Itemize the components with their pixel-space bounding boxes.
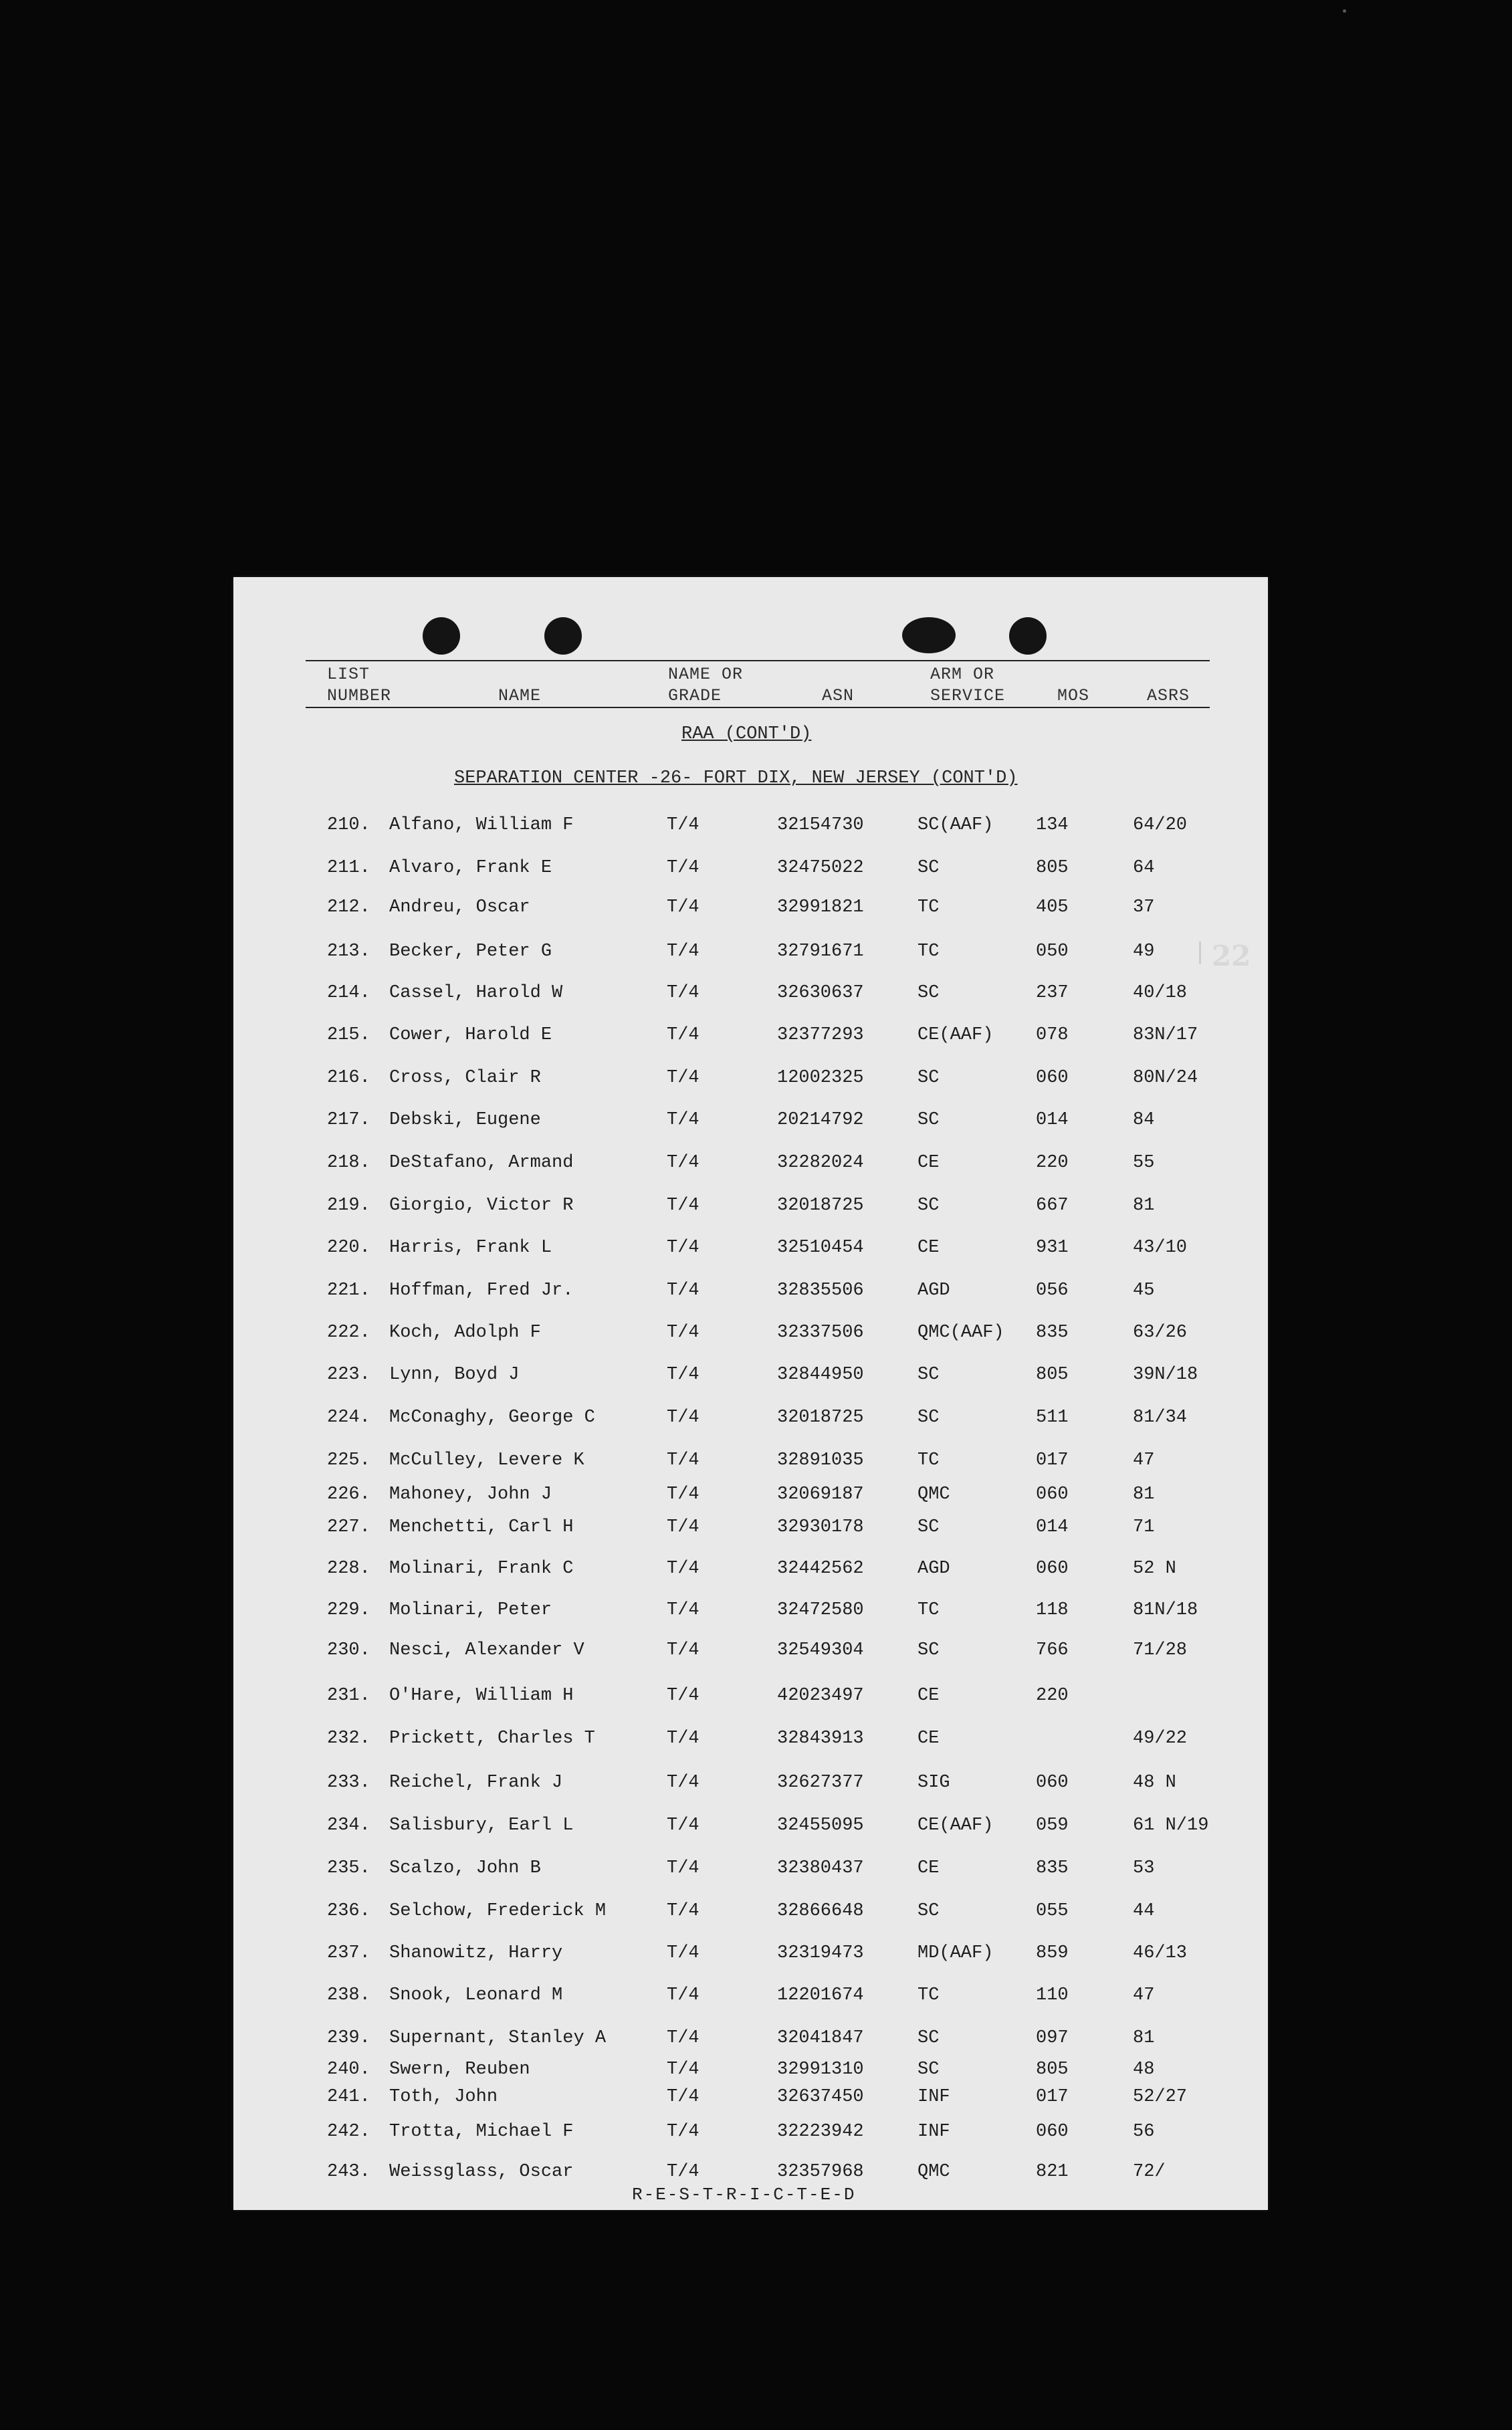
- soldier-name-cell: Menchetti, Carl H: [389, 1517, 574, 1537]
- asrs-cell: 43/10: [1133, 1238, 1188, 1258]
- soldier-name-cell: Cassel, Harold W: [389, 983, 563, 1003]
- soldier-name-cell: Alvaro, Frank E: [389, 858, 552, 878]
- mos-cell: 060: [1036, 1559, 1069, 1579]
- mos-cell: 014: [1036, 1110, 1069, 1130]
- table-row: [233, 2028, 1268, 2052]
- arm-service-cell: SC: [917, 2028, 940, 2048]
- asn-cell: 32380437: [777, 1858, 864, 1878]
- list-number-cell: 213.: [327, 942, 370, 962]
- section-heading: RAA (CONT'D): [681, 724, 812, 744]
- soldier-name-cell: Debski, Eugene: [389, 1110, 541, 1130]
- mos-cell: 110: [1036, 1985, 1069, 2005]
- soldier-name-cell: Andreu, Oscar: [389, 897, 530, 917]
- mos-cell: 134: [1036, 815, 1069, 835]
- soldier-name-cell: Reichel, Frank J: [389, 1773, 563, 1793]
- asn-cell: 32154730: [777, 815, 864, 835]
- mos-cell: 511: [1036, 1408, 1069, 1428]
- list-number-cell: 225.: [327, 1450, 370, 1470]
- table-row: [233, 2087, 1268, 2111]
- asn-cell: 32018725: [777, 1408, 864, 1428]
- table-row: [233, 942, 1268, 966]
- grade-cell: T/4: [667, 1773, 699, 1793]
- grade-cell: T/4: [667, 983, 699, 1003]
- grade-cell: T/4: [667, 2087, 699, 2107]
- mos-cell: 667: [1036, 1196, 1069, 1216]
- list-number-cell: 216.: [327, 1068, 370, 1088]
- grade-cell: T/4: [667, 1901, 699, 1921]
- mos-cell: 060: [1036, 1068, 1069, 1088]
- asrs-cell: 81N/18: [1133, 1600, 1198, 1620]
- soldier-name-cell: Snook, Leonard M: [389, 1985, 563, 2005]
- table-row: [233, 1559, 1268, 1583]
- table-row: [233, 897, 1268, 921]
- grade-cell: T/4: [667, 1153, 699, 1173]
- mos-cell: 237: [1036, 983, 1069, 1003]
- table-row: [233, 2060, 1268, 2084]
- table-row: [233, 1943, 1268, 1967]
- asrs-cell: 49/22: [1133, 1729, 1188, 1749]
- list-number-cell: 243.: [327, 2162, 370, 2182]
- arm-service-cell: TC: [917, 1450, 940, 1470]
- roster-page: [233, 577, 1268, 2210]
- table-row: [233, 2122, 1268, 2146]
- arm-service-cell: AGD: [917, 1281, 950, 1301]
- list-number-cell: 230.: [327, 1640, 370, 1660]
- grade-cell: T/4: [667, 1323, 699, 1343]
- soldier-name-cell: Cower, Harold E: [389, 1025, 552, 1045]
- asrs-cell: 80N/24: [1133, 1068, 1198, 1088]
- asrs-cell: 55: [1133, 1153, 1155, 1173]
- header-bottom-rule: [306, 707, 1210, 708]
- margin-tick: [1199, 942, 1201, 964]
- asrs-cell: 81: [1133, 2028, 1155, 2048]
- list-number-cell: 211.: [327, 858, 370, 878]
- table-row: [233, 1025, 1268, 1049]
- table-row: [233, 1815, 1268, 1840]
- table-row: [233, 1238, 1268, 1262]
- table-row: [233, 1450, 1268, 1474]
- mos-cell: 766: [1036, 1640, 1069, 1660]
- grade-cell: T/4: [667, 858, 699, 878]
- mos-cell: 060: [1036, 1773, 1069, 1793]
- asrs-cell: 39N/18: [1133, 1365, 1198, 1385]
- asrs-cell: 81: [1133, 1484, 1155, 1505]
- asn-cell: 32891035: [777, 1450, 864, 1470]
- table-row: [233, 1729, 1268, 1753]
- arm-service-cell: SC: [917, 983, 940, 1003]
- grade-cell: T/4: [667, 1729, 699, 1749]
- table-row: [233, 1600, 1268, 1624]
- mos-cell: 097: [1036, 2028, 1069, 2048]
- col-header-mos: MOS: [1057, 686, 1090, 705]
- grade-cell: T/4: [667, 1281, 699, 1301]
- asrs-cell: 49: [1133, 942, 1155, 962]
- grade-cell: T/4: [667, 1484, 699, 1505]
- list-number-cell: 234.: [327, 1815, 370, 1836]
- arm-service-cell: SC: [917, 1068, 940, 1088]
- mos-cell: 060: [1036, 2122, 1069, 2142]
- asn-cell: 12002325: [777, 1068, 864, 1088]
- table-row: [233, 2162, 1268, 2186]
- mos-cell: 078: [1036, 1025, 1069, 1045]
- mos-cell: 118: [1036, 1600, 1069, 1620]
- asn-cell: 32455095: [777, 1815, 864, 1836]
- table-row: [233, 1517, 1268, 1541]
- arm-service-cell: CE(AAF): [917, 1815, 994, 1836]
- mos-cell: 405: [1036, 897, 1069, 917]
- arm-service-cell: INF: [917, 2122, 950, 2142]
- asrs-cell: 63/26: [1133, 1323, 1188, 1343]
- soldier-name-cell: Supernant, Stanley A: [389, 2028, 607, 2048]
- list-number-cell: 217.: [327, 1110, 370, 1130]
- grade-cell: T/4: [667, 1408, 699, 1428]
- list-number-cell: 237.: [327, 1943, 370, 1963]
- grade-cell: T/4: [667, 1068, 699, 1088]
- list-number-cell: 241.: [327, 2087, 370, 2107]
- table-row: [233, 1110, 1268, 1134]
- soldier-name-cell: Cross, Clair R: [389, 1068, 541, 1088]
- soldier-name-cell: Lynn, Boyd J: [389, 1365, 520, 1385]
- list-number-cell: 229.: [327, 1600, 370, 1620]
- soldier-name-cell: Alfano, William F: [389, 815, 574, 835]
- grade-cell: T/4: [667, 1559, 699, 1579]
- asn-cell: 32930178: [777, 1517, 864, 1537]
- soldier-name-cell: McCulley, Levere K: [389, 1450, 584, 1470]
- asn-cell: 32069187: [777, 1484, 864, 1505]
- asn-cell: 32627377: [777, 1773, 864, 1793]
- asrs-cell: 71: [1133, 1517, 1155, 1537]
- list-number-cell: 232.: [327, 1729, 370, 1749]
- asrs-cell: 52 N: [1133, 1559, 1176, 1579]
- asn-cell: 32337506: [777, 1323, 864, 1343]
- arm-service-cell: SIG: [917, 1773, 950, 1793]
- col-header-asn: ASN: [822, 686, 855, 705]
- asn-cell: 32475022: [777, 858, 864, 878]
- asn-cell: 32843913: [777, 1729, 864, 1749]
- arm-service-cell: TC: [917, 1600, 940, 1620]
- soldier-name-cell: Becker, Peter G: [389, 942, 552, 962]
- soldier-name-cell: Harris, Frank L: [389, 1238, 552, 1258]
- soldier-name-cell: Molinari, Frank C: [389, 1559, 574, 1579]
- table-row: [233, 1365, 1268, 1389]
- list-number-cell: 221.: [327, 1281, 370, 1301]
- list-number-cell: 222.: [327, 1323, 370, 1343]
- punch-hole: [423, 617, 460, 655]
- grade-cell: T/4: [667, 1686, 699, 1706]
- asrs-cell: 64/20: [1133, 815, 1188, 835]
- soldier-name-cell: Salisbury, Earl L: [389, 1815, 574, 1836]
- margin-number: 22: [1212, 940, 1251, 972]
- table-row: [233, 858, 1268, 882]
- soldier-name-cell: Weissglass, Oscar: [389, 2162, 574, 2182]
- list-number-cell: 223.: [327, 1365, 370, 1385]
- asrs-cell: 64: [1133, 858, 1155, 878]
- arm-service-cell: MD(AAF): [917, 1943, 994, 1963]
- asn-cell: 32866648: [777, 1901, 864, 1921]
- punch-hole: [902, 617, 956, 653]
- list-number-cell: 220.: [327, 1238, 370, 1258]
- arm-service-cell: CE: [917, 1686, 940, 1706]
- list-number-cell: 231.: [327, 1686, 370, 1706]
- table-row: [233, 1484, 1268, 1509]
- table-row: [233, 1640, 1268, 1664]
- list-number-cell: 214.: [327, 983, 370, 1003]
- asn-cell: 32549304: [777, 1640, 864, 1660]
- table-row: [233, 1901, 1268, 1925]
- asrs-cell: 47: [1133, 1985, 1155, 2005]
- soldier-name-cell: O'Hare, William H: [389, 1686, 574, 1706]
- punch-hole: [1009, 617, 1047, 655]
- arm-service-cell: QMC(AAF): [917, 1323, 1004, 1343]
- soldier-name-cell: Mahoney, John J: [389, 1484, 552, 1505]
- asn-cell: 32041847: [777, 2028, 864, 2048]
- asrs-cell: 61 N/19: [1133, 1815, 1209, 1836]
- list-number-cell: 226.: [327, 1484, 370, 1505]
- asn-cell: 32637450: [777, 2087, 864, 2107]
- dust-speck: [1343, 9, 1346, 13]
- separation-center-heading: SEPARATION CENTER -26- FORT DIX, NEW JERSEY (CONT'D): [454, 768, 1018, 788]
- mos-cell: 060: [1036, 1484, 1069, 1505]
- arm-service-cell: QMC: [917, 2162, 950, 2182]
- soldier-name-cell: Prickett, Charles T: [389, 1729, 595, 1749]
- asn-cell: 32442562: [777, 1559, 864, 1579]
- arm-service-cell: SC(AAF): [917, 815, 994, 835]
- table-row: [233, 1858, 1268, 1882]
- list-number-cell: 210.: [327, 815, 370, 835]
- asrs-cell: 40/18: [1133, 983, 1188, 1003]
- arm-service-cell: QMC: [917, 1484, 950, 1505]
- arm-service-cell: TC: [917, 897, 940, 917]
- mos-cell: 055: [1036, 1901, 1069, 1921]
- table-row: [233, 1686, 1268, 1710]
- mos-cell: 805: [1036, 2060, 1069, 2080]
- restricted-footer: R-E-S-T-R-I-C-T-E-D: [632, 2185, 856, 2205]
- mos-cell: 017: [1036, 2087, 1069, 2107]
- grade-cell: T/4: [667, 2122, 699, 2142]
- asrs-cell: 81/34: [1133, 1408, 1188, 1428]
- punch-hole: [544, 617, 582, 655]
- mos-cell: 014: [1036, 1517, 1069, 1537]
- soldier-name-cell: Trotta, Michael F: [389, 2122, 574, 2142]
- list-number-cell: 212.: [327, 897, 370, 917]
- mos-cell: 056: [1036, 1281, 1069, 1301]
- asrs-cell: 48: [1133, 2060, 1155, 2080]
- arm-service-cell: CE: [917, 1238, 940, 1258]
- table-row: [233, 1773, 1268, 1797]
- arm-service-cell: SC: [917, 1901, 940, 1921]
- asrs-cell: 37: [1133, 897, 1155, 917]
- asn-cell: 32472580: [777, 1600, 864, 1620]
- arm-service-cell: INF: [917, 2087, 950, 2107]
- header-top-rule: [306, 660, 1210, 661]
- list-number-cell: 228.: [327, 1559, 370, 1579]
- col-header-list-number: LIST NUMBER: [327, 665, 392, 705]
- soldier-name-cell: Toth, John: [389, 2087, 498, 2107]
- asrs-cell: 47: [1133, 1450, 1155, 1470]
- table-row: [233, 1068, 1268, 1092]
- list-number-cell: 240.: [327, 2060, 370, 2080]
- arm-service-cell: SC: [917, 1408, 940, 1428]
- table-row: [233, 1281, 1268, 1305]
- soldier-name-cell: Hoffman, Fred Jr.: [389, 1281, 574, 1301]
- grade-cell: T/4: [667, 815, 699, 835]
- arm-service-cell: SC: [917, 858, 940, 878]
- soldier-name-cell: Shanowitz, Harry: [389, 1943, 563, 1963]
- grade-cell: T/4: [667, 2060, 699, 2080]
- mos-cell: 059: [1036, 1815, 1069, 1836]
- grade-cell: T/4: [667, 942, 699, 962]
- col-header-name: NAME: [498, 686, 542, 705]
- col-header-grade: NAME OR GRADE: [668, 665, 744, 705]
- asn-cell: 32991310: [777, 2060, 864, 2080]
- soldier-name-cell: Selchow, Frederick M: [389, 1901, 607, 1921]
- soldier-name-cell: Nesci, Alexander V: [389, 1640, 584, 1660]
- list-number-cell: 238.: [327, 1985, 370, 2005]
- asn-cell: 12201674: [777, 1985, 864, 2005]
- grade-cell: T/4: [667, 1943, 699, 1963]
- grade-cell: T/4: [667, 1196, 699, 1216]
- asn-cell: 42023497: [777, 1686, 864, 1706]
- arm-service-cell: SC: [917, 1196, 940, 1216]
- mos-cell: 805: [1036, 858, 1069, 878]
- mos-cell: 931: [1036, 1238, 1069, 1258]
- list-number-cell: 242.: [327, 2122, 370, 2142]
- asn-cell: 32991821: [777, 897, 864, 917]
- arm-service-cell: CE: [917, 1729, 940, 1749]
- asn-cell: 32223942: [777, 2122, 864, 2142]
- asn-cell: 32018725: [777, 1196, 864, 1216]
- asn-cell: 32319473: [777, 1943, 864, 1963]
- asn-cell: 32377293: [777, 1025, 864, 1045]
- col-header-asrs: ASRS: [1147, 686, 1190, 705]
- mos-cell: 050: [1036, 942, 1069, 962]
- asn-cell: 32630637: [777, 983, 864, 1003]
- asn-cell: 32357968: [777, 2162, 864, 2182]
- table-row: [233, 1196, 1268, 1220]
- grade-cell: T/4: [667, 1815, 699, 1836]
- asrs-cell: 84: [1133, 1110, 1155, 1130]
- table-row: [233, 1408, 1268, 1432]
- soldier-name-cell: Giorgio, Victor R: [389, 1196, 574, 1216]
- soldier-name-cell: Swern, Reuben: [389, 2060, 530, 2080]
- table-row: [233, 1323, 1268, 1347]
- arm-service-cell: CE: [917, 1153, 940, 1173]
- asrs-cell: 53: [1133, 1858, 1155, 1878]
- mos-cell: 220: [1036, 1153, 1069, 1173]
- arm-service-cell: AGD: [917, 1559, 950, 1579]
- list-number-cell: 239.: [327, 2028, 370, 2048]
- asn-cell: 32844950: [777, 1365, 864, 1385]
- list-number-cell: 227.: [327, 1517, 370, 1537]
- mos-cell: 835: [1036, 1323, 1069, 1343]
- asrs-cell: 72/: [1133, 2162, 1166, 2182]
- list-number-cell: 219.: [327, 1196, 370, 1216]
- asn-cell: 32791671: [777, 942, 864, 962]
- grade-cell: T/4: [667, 1450, 699, 1470]
- mos-cell: 859: [1036, 1943, 1069, 1963]
- col-header-arm-service: ARM OR SERVICE: [930, 665, 1006, 705]
- grade-cell: T/4: [667, 1640, 699, 1660]
- asrs-cell: 46/13: [1133, 1943, 1188, 1963]
- mos-cell: 220: [1036, 1686, 1069, 1706]
- asrs-cell: 44: [1133, 1901, 1155, 1921]
- list-number-cell: 235.: [327, 1858, 370, 1878]
- list-number-cell: 224.: [327, 1408, 370, 1428]
- arm-service-cell: SC: [917, 1640, 940, 1660]
- asrs-cell: 81: [1133, 1196, 1155, 1216]
- arm-service-cell: TC: [917, 942, 940, 962]
- arm-service-cell: CE: [917, 1858, 940, 1878]
- soldier-name-cell: DeStafano, Armand: [389, 1153, 574, 1173]
- asn-cell: 32510454: [777, 1238, 864, 1258]
- arm-service-cell: SC: [917, 1365, 940, 1385]
- grade-cell: T/4: [667, 1238, 699, 1258]
- asn-cell: 32282024: [777, 1153, 864, 1173]
- soldier-name-cell: Scalzo, John B: [389, 1858, 541, 1878]
- list-number-cell: 233.: [327, 1773, 370, 1793]
- mos-cell: 017: [1036, 1450, 1069, 1470]
- table-row: [233, 815, 1268, 839]
- mos-cell: 835: [1036, 1858, 1069, 1878]
- list-number-cell: 236.: [327, 1901, 370, 1921]
- grade-cell: T/4: [667, 1365, 699, 1385]
- asn-cell: 20214792: [777, 1110, 864, 1130]
- soldier-name-cell: Koch, Adolph F: [389, 1323, 541, 1343]
- grade-cell: T/4: [667, 1858, 699, 1878]
- asrs-cell: 48 N: [1133, 1773, 1176, 1793]
- list-number-cell: 215.: [327, 1025, 370, 1045]
- asrs-cell: 83N/17: [1133, 1025, 1198, 1045]
- asrs-cell: 56: [1133, 2122, 1155, 2142]
- table-row: [233, 1985, 1268, 2009]
- grade-cell: T/4: [667, 2162, 699, 2182]
- asrs-cell: 71/28: [1133, 1640, 1188, 1660]
- grade-cell: T/4: [667, 1110, 699, 1130]
- asrs-cell: 45: [1133, 1281, 1155, 1301]
- list-number-cell: 218.: [327, 1153, 370, 1173]
- grade-cell: T/4: [667, 1600, 699, 1620]
- mos-cell: 805: [1036, 1365, 1069, 1385]
- asrs-cell: 52/27: [1133, 2087, 1188, 2107]
- table-row: [233, 983, 1268, 1007]
- arm-service-cell: CE(AAF): [917, 1025, 994, 1045]
- table-row: [233, 1153, 1268, 1177]
- asn-cell: 32835506: [777, 1281, 864, 1301]
- grade-cell: T/4: [667, 1985, 699, 2005]
- arm-service-cell: SC: [917, 1517, 940, 1537]
- arm-service-cell: SC: [917, 1110, 940, 1130]
- soldier-name-cell: Molinari, Peter: [389, 1600, 552, 1620]
- grade-cell: T/4: [667, 897, 699, 917]
- arm-service-cell: TC: [917, 1985, 940, 2005]
- mos-cell: 821: [1036, 2162, 1069, 2182]
- grade-cell: T/4: [667, 1025, 699, 1045]
- grade-cell: T/4: [667, 2028, 699, 2048]
- soldier-name-cell: McConaghy, George C: [389, 1408, 595, 1428]
- grade-cell: T/4: [667, 1517, 699, 1537]
- arm-service-cell: SC: [917, 2060, 940, 2080]
